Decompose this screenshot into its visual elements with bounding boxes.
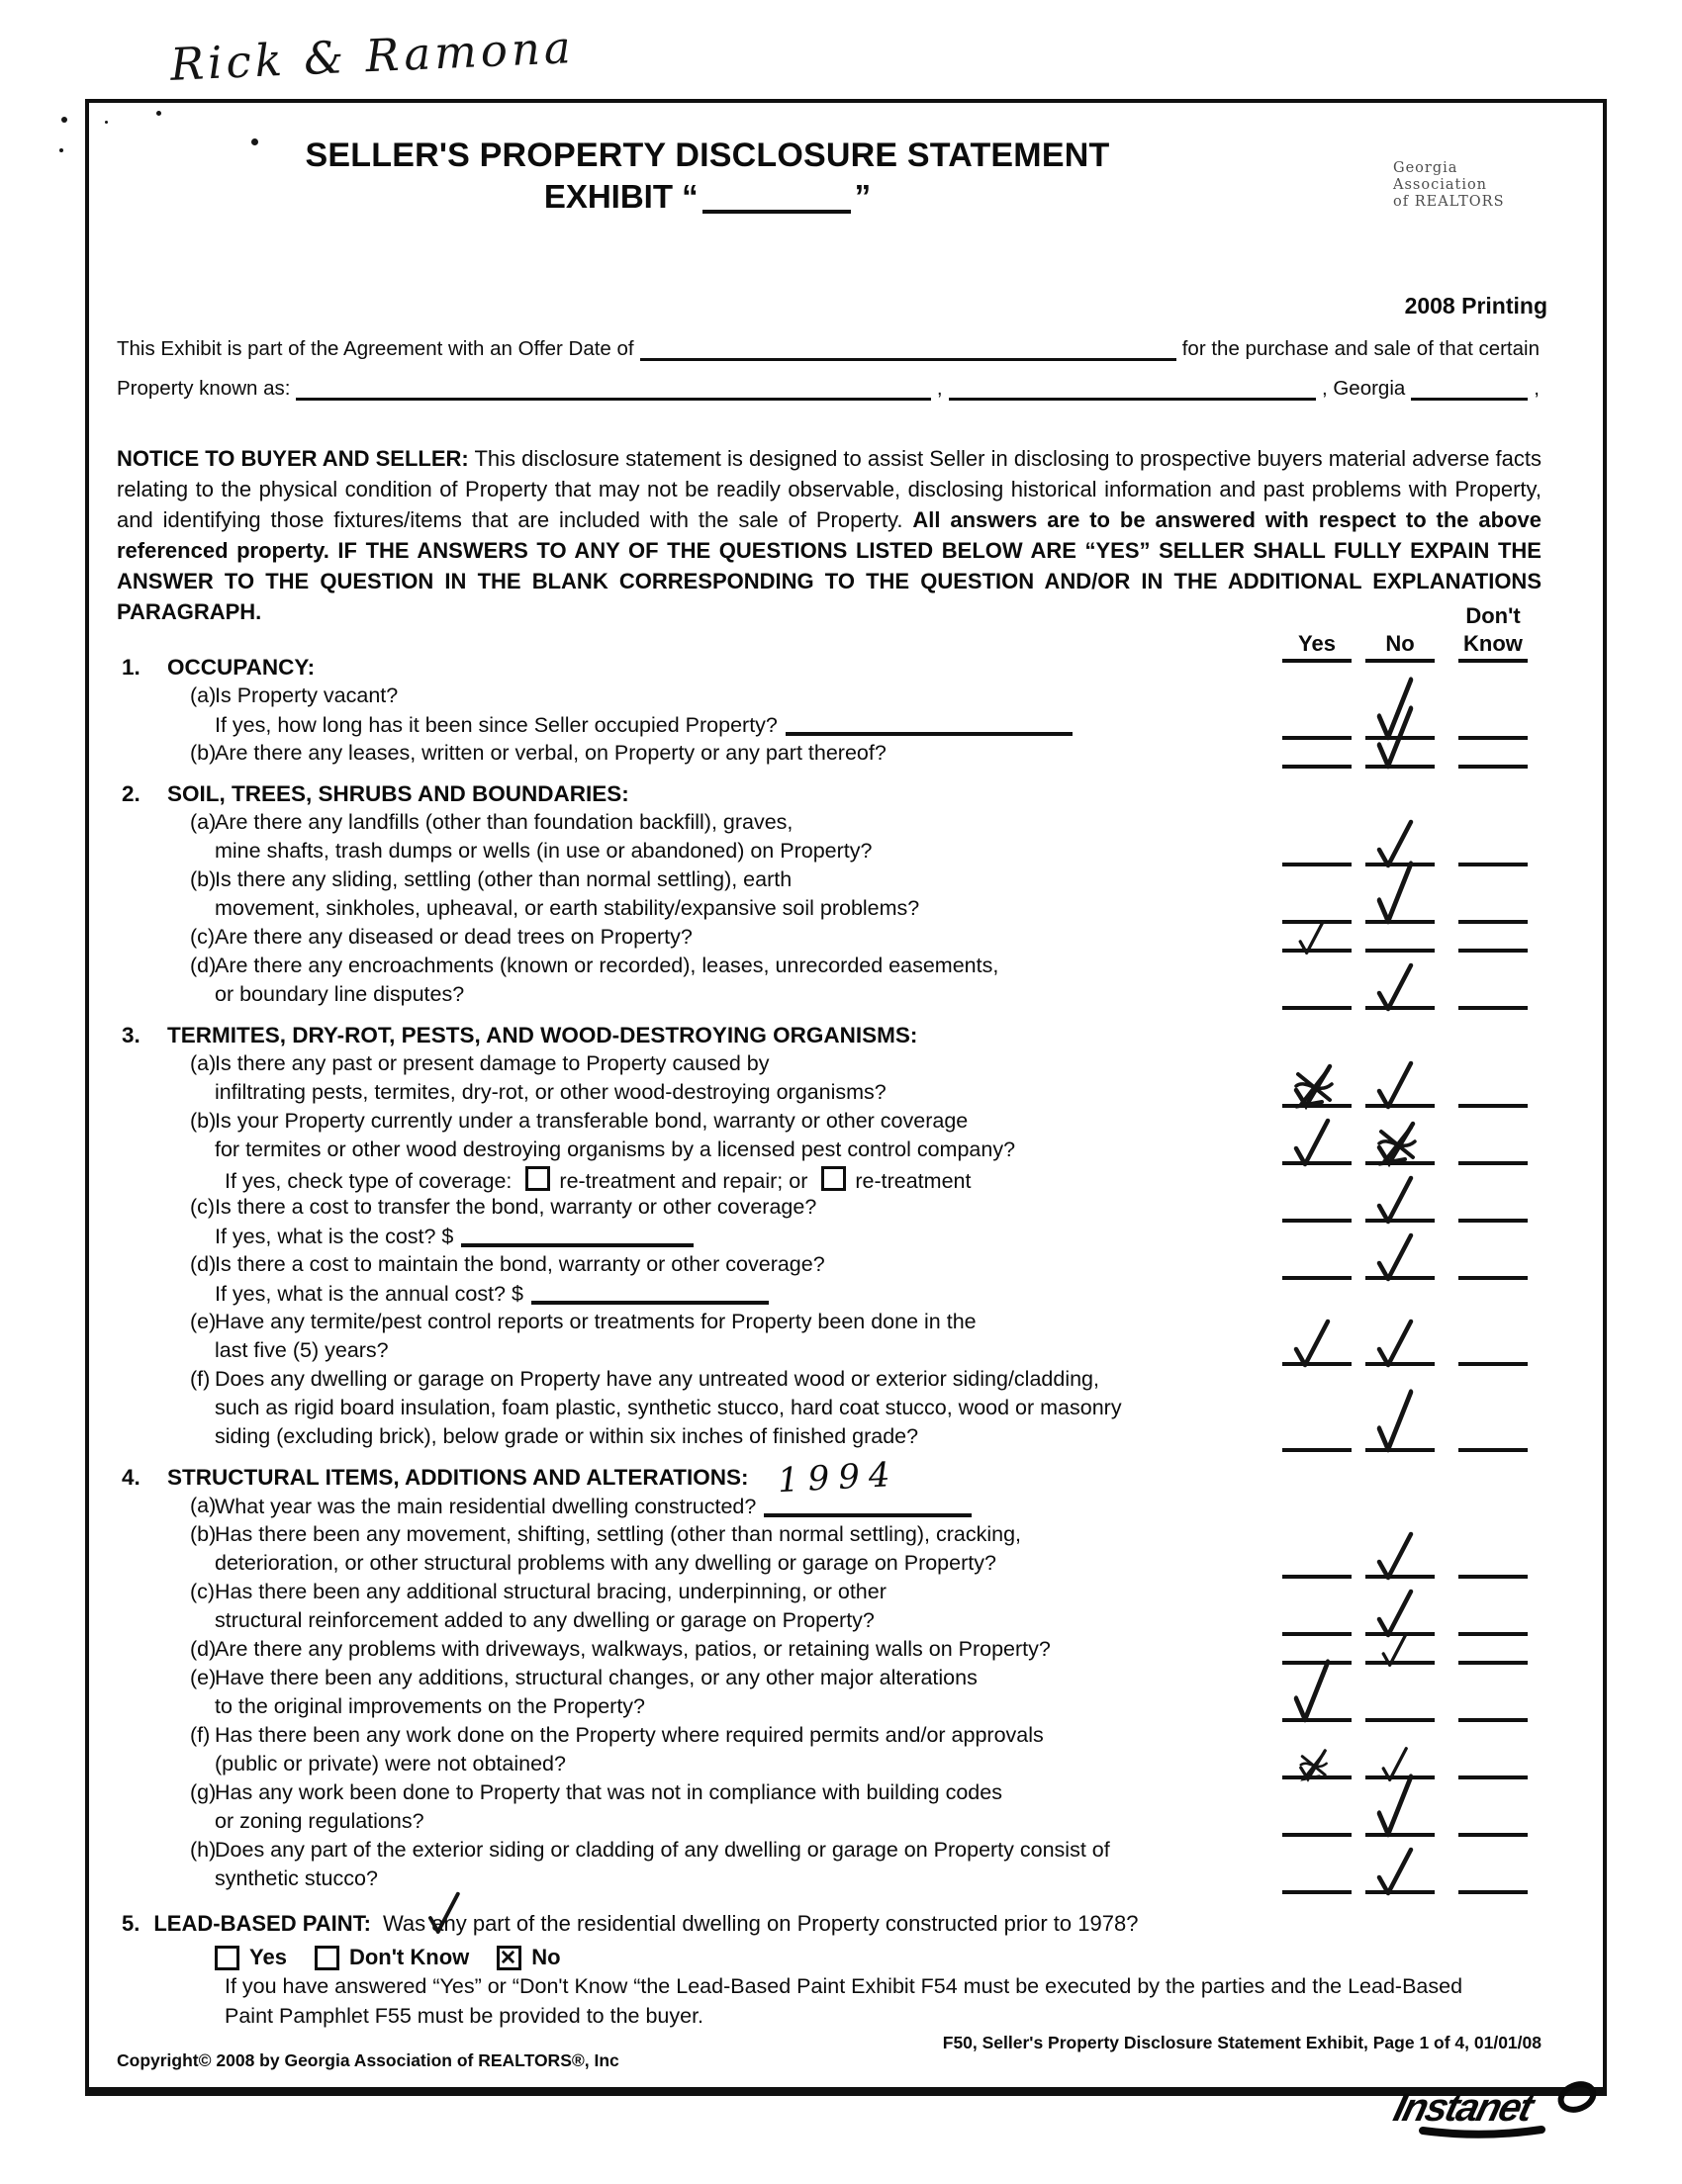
fill-in-blank[interactable] [461,1224,694,1247]
property-known-as-line [117,376,1540,401]
question-text: infiltrating pests, termites, dry-rot, or other wood-destroying organisms? [215,1080,887,1104]
scan-speck [61,117,67,123]
question-4h-line1 [89,1838,1603,1866]
handwritten-year: 1994 [777,1454,900,1502]
coverage-checkbox[interactable] [525,1166,550,1191]
lead-paint-heading [89,1911,1603,1941]
leadpaint-option-label-yes: Yes [249,1945,287,1969]
question-text: Has any work been done to Property that was not in compliance with building codes [215,1780,1002,1804]
instanet-watermark-logo [1373,2075,1631,2144]
question-text: What year was the main residential dwelling constructed? [215,1495,757,1518]
answer-blank-know[interactable] [1458,1718,1528,1722]
section-title: STRUCTURAL ITEMS, ADDITIONS AND ALTERATIONS: [167,1465,749,1490]
question-text: synthetic stucco? [215,1866,378,1890]
answer-blank-know[interactable] [1458,1448,1528,1452]
question-text: siding (excluding brick), below grade or within six inches of finished grade? [215,1424,919,1448]
gar-logo-line: of REALTORS [1393,194,1505,210]
offer-date-blank[interactable] [640,336,1176,361]
item-letter: (a) [190,810,217,834]
question-3a [89,1051,1603,1109]
property-address-blank[interactable] [296,376,930,401]
leadpaint-option-label-no: No [531,1945,561,1969]
property-known-as-label: Property known as: [117,377,291,400]
question-3c-line2 [89,1224,1603,1252]
answer-blank-no[interactable] [1365,1661,1435,1665]
question-text: such as rigid board insulation, foam plastic, synthetic stucco, hard coat stucco, wood or masonry [215,1396,1122,1419]
questions-area [89,655,1603,2034]
question-text: movement, sinkholes, upheaval, or earth stability/expansive soil problems? [215,896,920,920]
answer-blank-know[interactable] [1458,736,1528,740]
question-4d [89,1637,1603,1666]
question-text: re-treatment and repair; or [559,1169,808,1193]
section-title: LEAD-BASED PAINT: [153,1911,371,1936]
answer-blank-yes[interactable] [1282,736,1352,740]
offer-date-line [117,336,1540,361]
question-text: Does any dwelling or garage on Property have any untreated wood or exterior siding/cladding, [215,1367,1099,1391]
answer-blank-yes[interactable] [1282,1775,1352,1779]
question-4f-line1 [89,1723,1603,1752]
property-city-blank[interactable] [949,376,1316,401]
fill-in-blank[interactable] [786,712,1073,736]
offer-date-tail: for the purchase and sale of that certain [1181,337,1540,360]
answer-blank-know[interactable] [1458,1104,1528,1108]
question-text: If yes, how long has it been since Seller occupied Property? [215,713,778,737]
handwritten-check-icon [423,1887,463,1943]
question-text: Is there any sliding, settling (other than normal settling), earth [215,867,793,891]
question-text: Has there been any additional structural bracing, underpinning, or other [215,1580,887,1603]
answer-blank-no[interactable] [1365,1362,1435,1366]
question-3e-line1 [89,1310,1603,1338]
answer-blank-know[interactable] [1458,1575,1528,1579]
item-letter: (d) [190,1637,217,1661]
section-title: OCCUPANCY: [167,655,316,680]
answer-blank-know[interactable] [1458,1661,1528,1665]
answer-blank-yes[interactable] [1282,1575,1352,1579]
answer-blank-yes[interactable] [1282,863,1352,866]
handwritten-names: Rick & Ramona [169,21,576,91]
question-3d-line2 [89,1281,1603,1310]
answer-blank-no[interactable] [1365,1632,1435,1636]
question-text: Are there any landfills (other than foundation backfill), graves, [215,810,794,834]
coverage-checkbox[interactable] [821,1166,846,1191]
column-header-dont: Don't [1465,603,1521,628]
question-text: structural reinforcement added to any dwelling or garage on Property? [215,1608,875,1632]
question-text: mine shafts, trash dumps or wells (in use or abandoned) on Property? [215,839,873,863]
answer-blank-yes[interactable] [1282,1219,1352,1223]
question-text: Is there any past or present damage to Property caused by [215,1051,770,1075]
answer-blank-no[interactable] [1365,1276,1435,1280]
answer-blank-know[interactable] [1458,1362,1528,1366]
answer-blank-no[interactable] [1365,1575,1435,1579]
leadpaint-option-label-dontknow: Don't Know [348,1945,470,1969]
item-letter: (f) [190,1367,211,1391]
answer-blank-no[interactable] [1365,949,1435,953]
answer-blank-know[interactable] [1458,1276,1528,1280]
answer-blank-no[interactable] [1365,1006,1435,1010]
section-3-heading [89,1023,1603,1051]
item-letter: (g) [190,1780,217,1804]
question-text: Is there a cost to transfer the bond, warranty or other coverage? [215,1195,817,1219]
question-text: for termites or other wood destroying organisms by a licensed pest control company? [215,1138,1016,1161]
notice-paragraph [117,443,1542,627]
answer-blank-yes[interactable] [1282,1161,1352,1165]
question-2b [89,867,1603,925]
answer-blank-know[interactable] [1458,1890,1528,1894]
instanet-watermark-text: Instanet [1389,2084,1537,2130]
answer-blank-no[interactable] [1365,1448,1435,1452]
item-letter: (c) [190,925,216,949]
answer-blank-yes[interactable] [1282,1718,1352,1722]
question-text: If yes, what is the annual cost? $ [215,1282,523,1306]
section-number: 2. [122,781,140,806]
answer-blank-yes[interactable] [1282,1276,1352,1280]
question-3b-line1 [89,1109,1603,1138]
fill-in-blank[interactable] [764,1454,972,1517]
question-2a [89,810,1603,867]
answer-blank-yes[interactable] [1282,1833,1352,1837]
question-3a-line1 [89,1051,1603,1080]
question-3-sub-line1 [89,1166,1603,1195]
printing-year: 2008 Printing [1404,293,1547,318]
column-header-no: No [1365,631,1435,663]
item-letter: (b) [190,867,217,891]
answer-blank-know[interactable] [1458,949,1528,953]
item-letter: (b) [190,1522,217,1546]
section-number: 5. [122,1911,140,1936]
answer-blank-yes[interactable] [1282,1104,1352,1108]
answer-blank-know[interactable] [1458,863,1528,866]
gar-logo-line: Association [1393,177,1488,193]
question-text: Has there been any work done on the Property where required permits and/or approvals [215,1723,1044,1747]
question-text: deterioration, or other structural problems with any dwelling or garage on Property? [215,1551,996,1575]
trailing-comma: , [1534,377,1540,400]
question-2a-line1 [89,810,1603,839]
answer-blank-no[interactable] [1365,1104,1435,1108]
answer-blank-yes[interactable] [1282,1890,1352,1894]
item-letter: (a) [190,1051,217,1075]
question-4c [89,1580,1603,1637]
question-1a-line1 [89,683,1603,712]
question-4h [89,1838,1603,1895]
answer-blank-know[interactable] [1458,920,1528,924]
georgia-label: , Georgia [1321,377,1406,400]
question-1b [89,741,1603,770]
notice-body: This disclosure statement is designed to assist Seller in disclosing to prospective buyers material adverse facts relating to the physical condition of Property that may not be readily observable, disclosing historical information and past problems with Property, and identifying those fixtures/items that are included with the sale of Property. [117,446,1542,532]
form-title: SELLER'S PROPERTY DISCLOSURE STATEMENT [305,136,1110,174]
question-4c-line1 [89,1580,1603,1608]
answer-blank-yes[interactable] [1282,1006,1352,1010]
notice-emphasis: All answers are to be answered with respect to the above referenced property. IF THE ANSWERS TO ANY OF THE QUESTIONS LISTED BELOW ARE “YES” SELLER SHALL FULLY EXPAIN THE ANSWER TO THE QUESTION IN THE BLANK CORRESPONDING TO THE QUESTION AND/OR IN THE ADDITIONAL EXPLANATIONS PARAGRAPH. [117,507,1542,624]
section-title: SOIL, TREES, SHRUBS AND BOUNDARIES: [167,781,629,806]
question-3b [89,1109,1603,1166]
section-title: TERMITES, DRY-ROT, PESTS, AND WOOD-DESTROYING ORGANISMS: [167,1023,918,1047]
item-letter: (c) [190,1195,216,1219]
question-text: Have any termite/pest control reports or treatments for Property been done in the [215,1310,977,1333]
georgia-zip-blank[interactable] [1411,376,1528,401]
answer-blank-know[interactable] [1458,1161,1528,1165]
answer-blank-know[interactable] [1458,765,1528,769]
section-number: 4. [122,1465,140,1490]
section-2-heading [89,781,1603,810]
lead-paint-options [89,1941,1603,1974]
question-3f-line1 [89,1367,1603,1396]
question-text: Are there any encroachments (known or recorded), leases, unrecorded easements, [215,954,999,977]
answer-blank-no[interactable] [1365,1775,1435,1779]
sections-container [89,655,1603,1895]
question-3d [89,1252,1603,1310]
section-5-lead-paint [89,1911,1603,2034]
question-2d [89,954,1603,1011]
item-letter: (e) [190,1666,217,1689]
item-letter: (a) [190,1494,217,1517]
offer-date-text: This Exhibit is part of the Agreement with an Offer Date of [117,337,634,360]
answer-blank-know[interactable] [1458,1632,1528,1636]
answer-blank-no[interactable] [1365,1890,1435,1894]
question-4g-line1 [89,1780,1603,1809]
answer-blank-yes[interactable] [1282,949,1352,953]
question-4f [89,1723,1603,1780]
section-1-heading [89,655,1603,683]
question-text: Does any part of the exterior siding or cladding of any dwelling or garage on Property consist of [215,1838,1110,1862]
section-4 [89,1454,1603,1895]
question-text: Is Property vacant? [215,683,399,707]
gar-logo-line: Georgia [1393,160,1458,176]
notice-label: NOTICE TO BUYER AND SELLER: [117,446,469,471]
question-text: Has there been any movement, shifting, settling (other than normal settling), cracking, [215,1522,1022,1546]
question-3f-line2 [89,1396,1603,1424]
question-2d-line1 [89,954,1603,982]
answer-blank-yes[interactable] [1282,920,1352,924]
leadpaint-checkbox-dontknow[interactable] [315,1946,339,1970]
item-letter: (b) [190,1109,217,1133]
column-header-know: Know [1458,631,1528,663]
question-text: Are there any problems with driveways, walkways, patios, or retaining walls on Property? [215,1637,1051,1661]
answer-blank-know[interactable] [1458,1006,1528,1010]
question-2c [89,925,1603,954]
question-text: or zoning regulations? [215,1809,424,1833]
question-text: Is your Property currently under a transferable bond, warranty or other coverage [215,1109,969,1133]
answer-blank-yes[interactable] [1282,1362,1352,1366]
gar-association-logo [1393,160,1505,211]
comma: , [936,377,943,400]
question-text: (public or private) were not obtained? [215,1752,566,1775]
leadpaint-checkbox-yes[interactable] [215,1946,239,1970]
item-letter: (b) [190,741,217,765]
exhibit-line [208,178,1207,216]
answer-blank-know[interactable] [1458,1833,1528,1837]
question-3-sub [89,1166,1603,1195]
item-letter: (f) [190,1723,211,1747]
question-text: Is there a cost to maintain the bond, warranty or other coverage? [215,1252,825,1276]
lead-paint-question: Was any part of the residential dwelling on Property constructed prior to 1978? [382,1911,1139,1936]
question-4b [89,1522,1603,1580]
answer-blank-no[interactable] [1365,736,1435,740]
answer-blank-yes[interactable] [1282,1661,1352,1665]
item-letter: (a) [190,683,217,707]
lead-note-line1: If you have answered “Yes” or “Don't Know “the Lead-Based Paint Exhibit F54 must be executed by the parties and the Lead-Based [225,1974,1463,1998]
answer-blank-no[interactable] [1365,1219,1435,1223]
question-4b-line1 [89,1522,1603,1551]
item-letter: (h) [190,1838,217,1862]
question-4e [89,1666,1603,1723]
section-3 [89,1023,1603,1453]
exhibit-label: EXHIBIT “ [543,178,699,215]
section-number: 1. [122,655,140,680]
fill-in-blank[interactable] [531,1281,769,1305]
answer-blank-no[interactable] [1365,920,1435,924]
question-3e [89,1310,1603,1367]
question-text: Have there been any additions, structural changes, or any other major alterations [215,1666,978,1689]
answer-blank-no[interactable] [1365,765,1435,769]
answer-blank-yes[interactable] [1282,1632,1352,1636]
question-text: If yes, what is the cost? $ [215,1225,454,1248]
question-4e-line1 [89,1666,1603,1694]
answer-blank-no[interactable] [1365,1161,1435,1165]
item-letter: (e) [190,1310,217,1333]
form-border-box [85,99,1607,2096]
answer-blank-know[interactable] [1458,1219,1528,1223]
footer-form-reference: F50, Seller's Property Disclosure Statement Exhibit, Page 1 of 4, 01/01/08 [942,2033,1542,2052]
question-text: If yes, check type of coverage: [225,1169,513,1193]
question-text: to the original improvements on the Property? [215,1694,646,1718]
section-1 [89,655,1603,770]
question-4g [89,1780,1603,1838]
answer-blank-no[interactable] [1365,1833,1435,1837]
answer-blank-know[interactable] [1458,1775,1528,1779]
question-text: re-treatment [855,1169,972,1193]
question-text: last five (5) years? [215,1338,389,1362]
question-text: Are there any leases, written or verbal, on Property or any part thereof? [215,741,887,765]
answer-blank-no[interactable] [1365,863,1435,866]
question-text: or boundary line disputes? [215,982,465,1006]
question-1a [89,683,1603,741]
question-2b-line1 [89,867,1603,896]
question-3f [89,1367,1603,1453]
question-text: Are there any diseased or dead trees on Property? [215,925,693,949]
answer-blank-yes[interactable] [1282,1448,1352,1452]
scan-speck [59,148,63,152]
footer-copyright: Copyright© 2008 by Georgia Association of REALTORS®, Inc [117,2050,619,2070]
answer-blank-yes[interactable] [1282,765,1352,769]
answer-blank-no[interactable] [1365,1718,1435,1722]
lead-note-line2: Paint Pamphlet F55 must be provided to the buyer. [225,2004,704,2028]
leadpaint-checkbox-no[interactable] [497,1946,521,1970]
column-header-yes: Yes [1282,631,1352,663]
question-3c [89,1195,1603,1252]
item-letter: (d) [190,1252,217,1276]
item-letter: (c) [190,1580,216,1603]
section-2 [89,781,1603,1011]
item-letter: (d) [190,954,217,977]
exhibit-close-quote: ” [854,178,872,215]
section-number: 3. [122,1023,140,1047]
exhibit-blank[interactable] [702,180,851,214]
